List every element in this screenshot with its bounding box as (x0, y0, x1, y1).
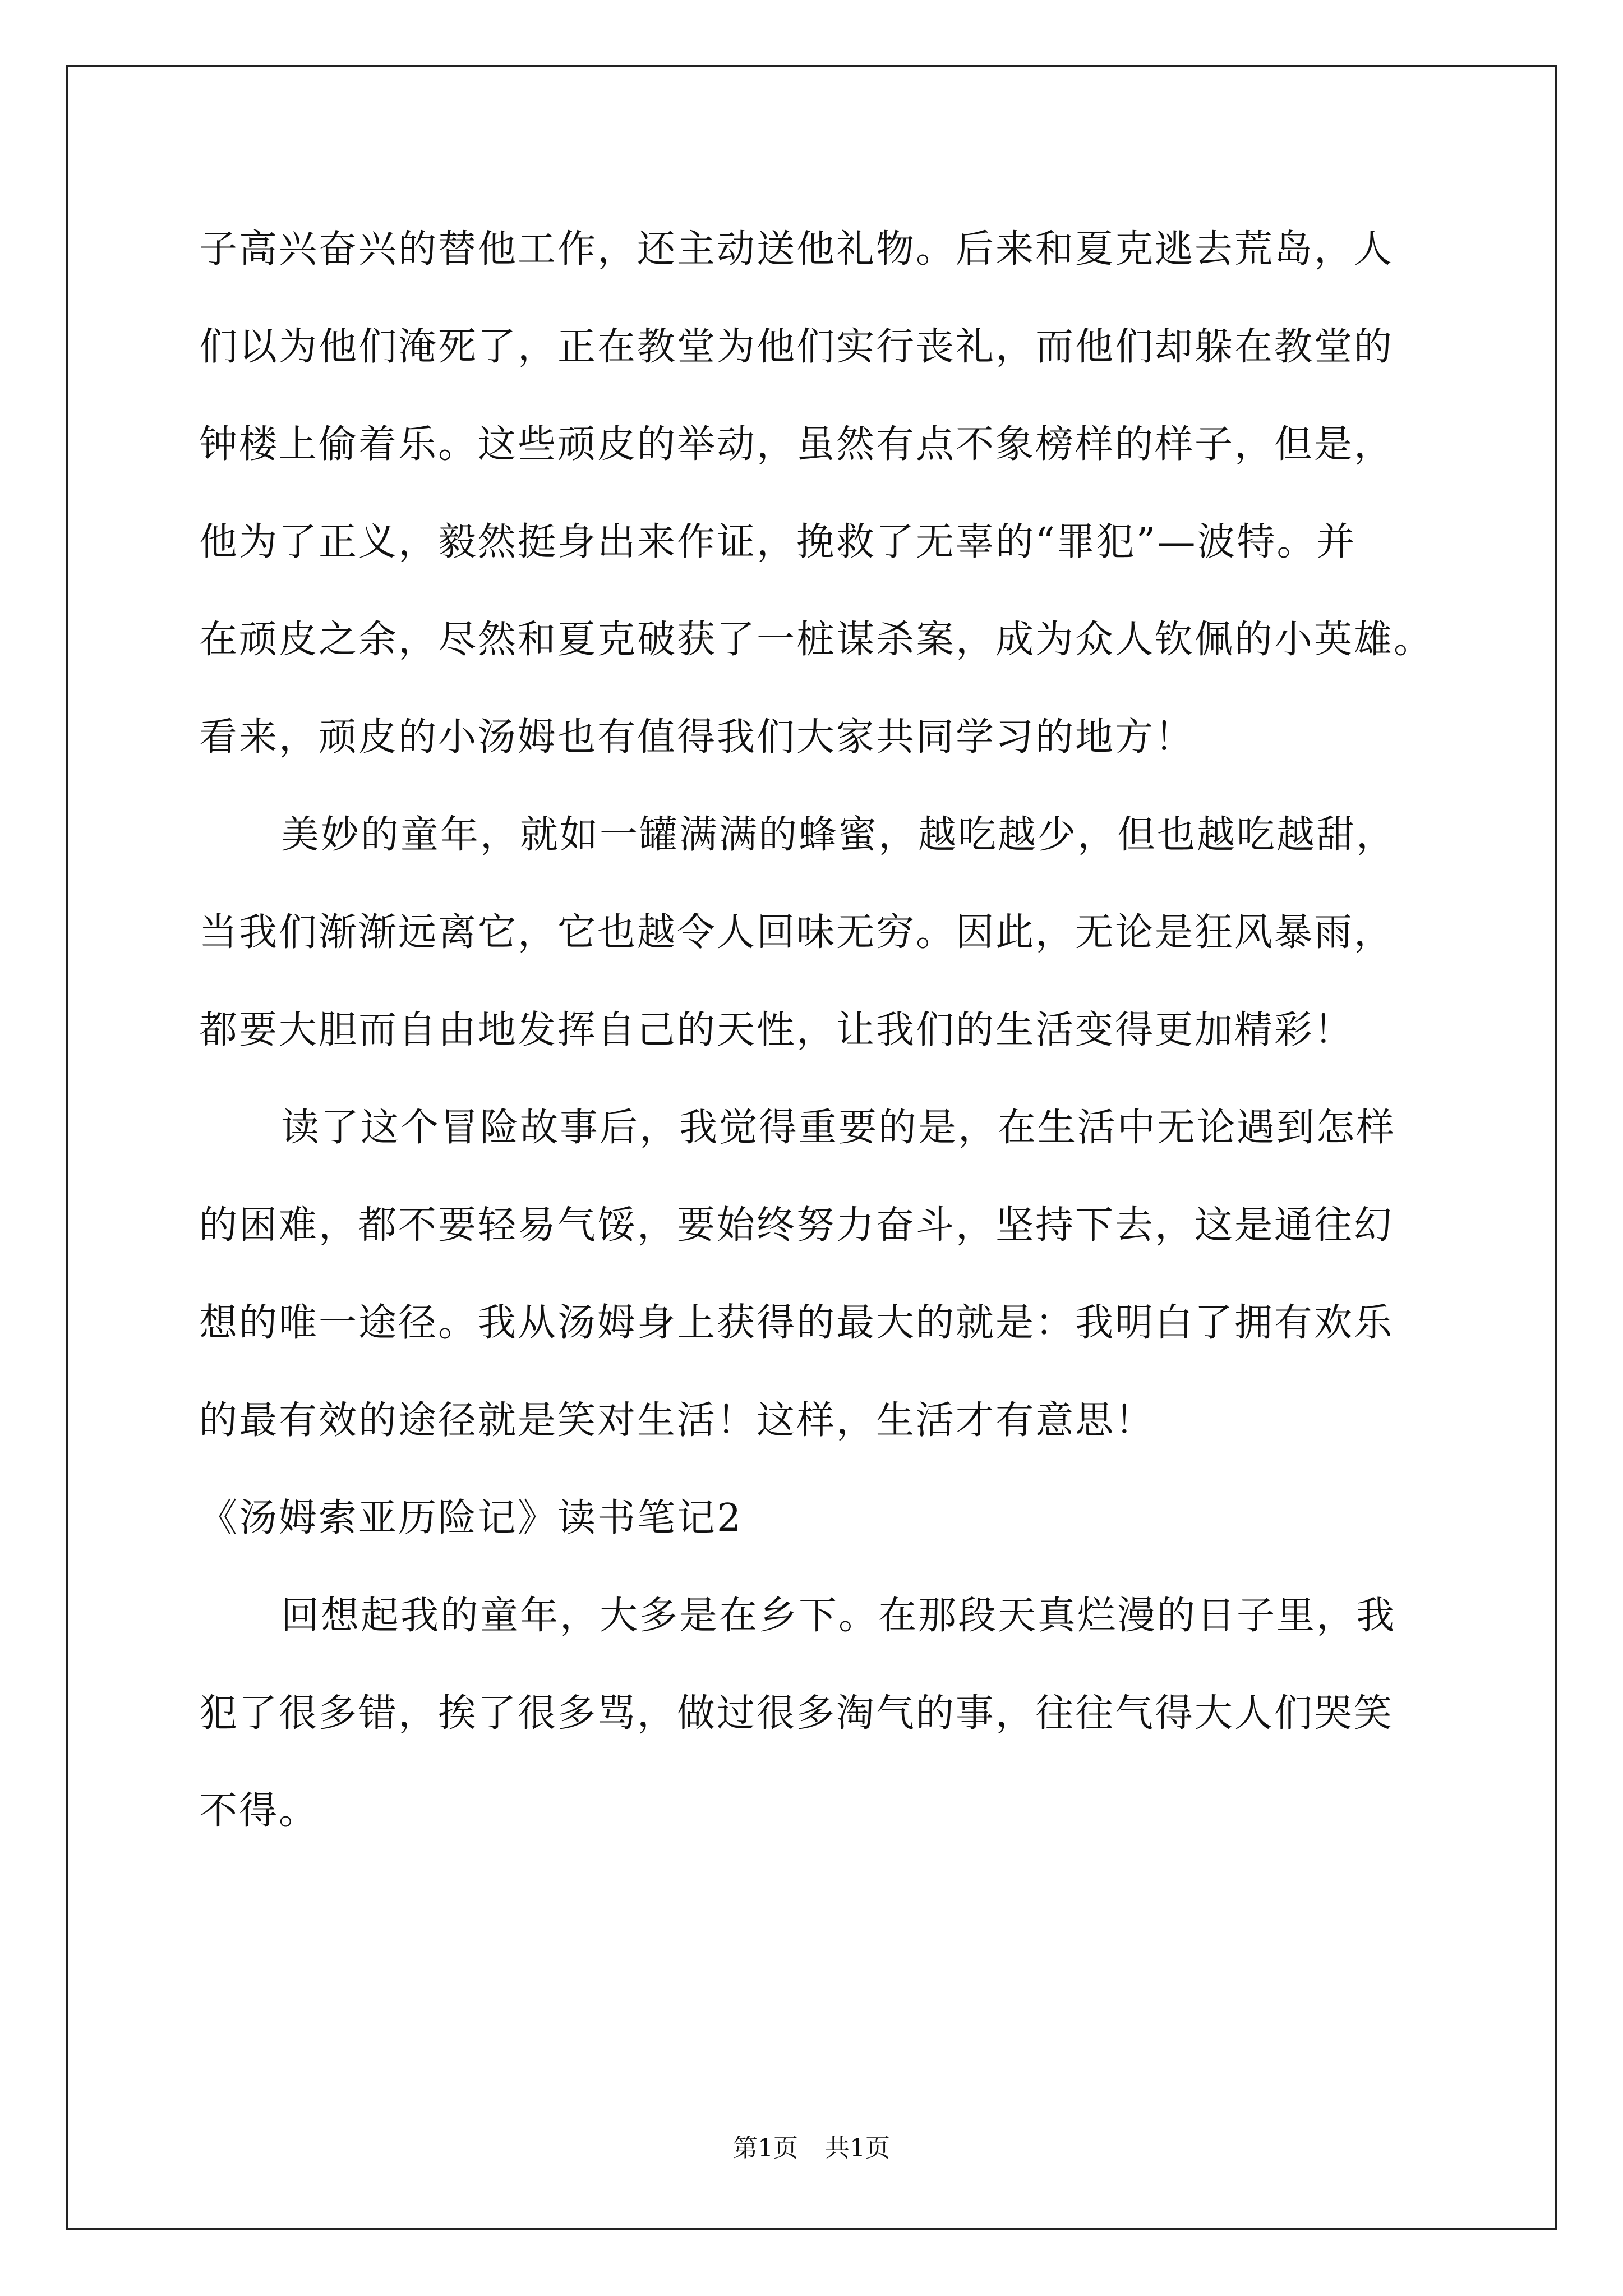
paragraph-start-1: 美妙的童年，就如一罐满满的蜂蜜，越吃越少，但也越吃越甜， (281, 813, 1396, 857)
page-number: 第1页 (733, 2134, 798, 2162)
text-line-8: 当我们渐渐远离它，它也越令人回味无穷。因此，无论是狂风暴雨， (199, 910, 1394, 955)
text-line-3: 钟楼上偷着乐。这些顽皮的举动，虽然有点不象榜样的样子，但是， (199, 422, 1394, 467)
text-line-11: 的困难，都不要轻易气馁，要始终努力奋斗，坚持下去，这是通往幻 (199, 1203, 1394, 1248)
page-footer (0, 2132, 1623, 2165)
page-total: 共1页 (825, 2134, 890, 2162)
text-line-5: 在顽皮之余，尽然和夏克破获了一桩谋杀案，成为众人钦佩的小英雄。 (199, 618, 1434, 662)
text-line-9: 都要大胆而自由地发挥自己的天性，让我们的生活变得更加精彩！ (199, 1008, 1354, 1052)
text-line-4: 他为了正义，毅然挺身出来作证，挽救了无辜的“罪犯”—波特。并 (199, 520, 1357, 564)
text-line-6: 看来，顽皮的小汤姆也有值得我们大家共同学习的地方！ (199, 715, 1195, 760)
text-line-13: 的最有效的途径就是笑对生活！这样，生活才有意思！ (199, 1398, 1155, 1443)
paragraph-start-2: 读了这个冒险故事后，我觉得重要的是，在生活中无论遇到怎样 (281, 1106, 1396, 1150)
text-line-16: 犯了很多错，挨了很多骂，做过很多淘气的事，往往气得大人们哭笑 (199, 1691, 1394, 1736)
section-heading: 《汤姆索亚历险记》读书笔记2 (199, 1496, 743, 1540)
text-line-2: 们以为他们淹死了，正在教堂为他们实行丧礼，而他们却躲在教堂的 (199, 325, 1394, 369)
text-line-1: 子高兴奋兴的替他工作，还主动送他礼物。后来和夏克逃去荒岛，人 (199, 227, 1394, 272)
text-line-17: 不得。 (199, 1789, 319, 1833)
text-line-12: 想的唯一途径。我从汤姆身上获得的最大的就是：我明白了拥有欢乐 (199, 1301, 1394, 1345)
paragraph-start-3: 回想起我的童年，大多是在乡下。在那段天真烂漫的日子里，我 (281, 1594, 1396, 1638)
